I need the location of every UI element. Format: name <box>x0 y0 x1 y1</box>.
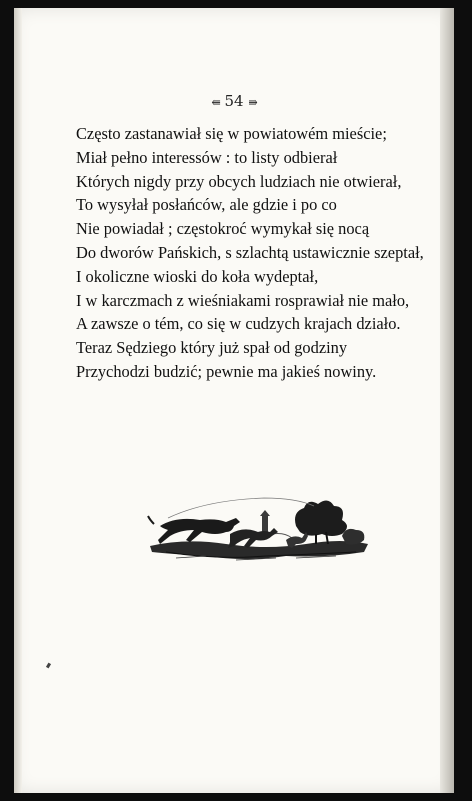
verse-line: A zawsze o tém, co się w cudzych krajach działo. <box>76 314 401 334</box>
verse-line: I okoliczne wioski do koła wydeptał, <box>76 266 319 286</box>
poem-text <box>76 122 446 384</box>
ornament-right: ⇛ <box>248 96 257 109</box>
verse-line: To wysyłał posłańców, ale gdzie i po co <box>76 195 337 215</box>
verse-line: Nie powiadał ; częstokroć wymykał się nocą <box>76 219 370 239</box>
bush <box>342 529 364 545</box>
ornament-left: ⇚ <box>211 96 220 109</box>
page-number: 54 <box>224 92 244 110</box>
page-gutter <box>14 8 22 793</box>
tower <box>262 516 268 532</box>
verse-line: Teraz Sędziego który już spał od godziny <box>76 338 348 358</box>
verse-line: Do dworów Pańskich, s szlachtą ustawicznie szeptał, <box>76 242 424 262</box>
verse-line: Przychodzi budzić; pewnie ma jakieś nowiny. <box>76 361 377 381</box>
verse-line: Miał pełno interessów : to listy odbierał <box>76 147 338 167</box>
verse-line: I w karczmach z wieśniakami rosprawiał nie mało, <box>76 290 410 310</box>
tree <box>295 500 347 536</box>
verse-line: Często zastanawiał się w powiatowém mieście; <box>76 124 387 143</box>
dog-second <box>228 528 278 548</box>
verse-line: Których nigdy przy obcych ludziach nie otwierał, <box>76 171 402 191</box>
dog-lead <box>158 518 240 544</box>
page-header <box>14 92 454 110</box>
scan-mark <box>46 663 51 669</box>
hunting-vignette <box>146 486 372 568</box>
book-page <box>14 8 454 793</box>
